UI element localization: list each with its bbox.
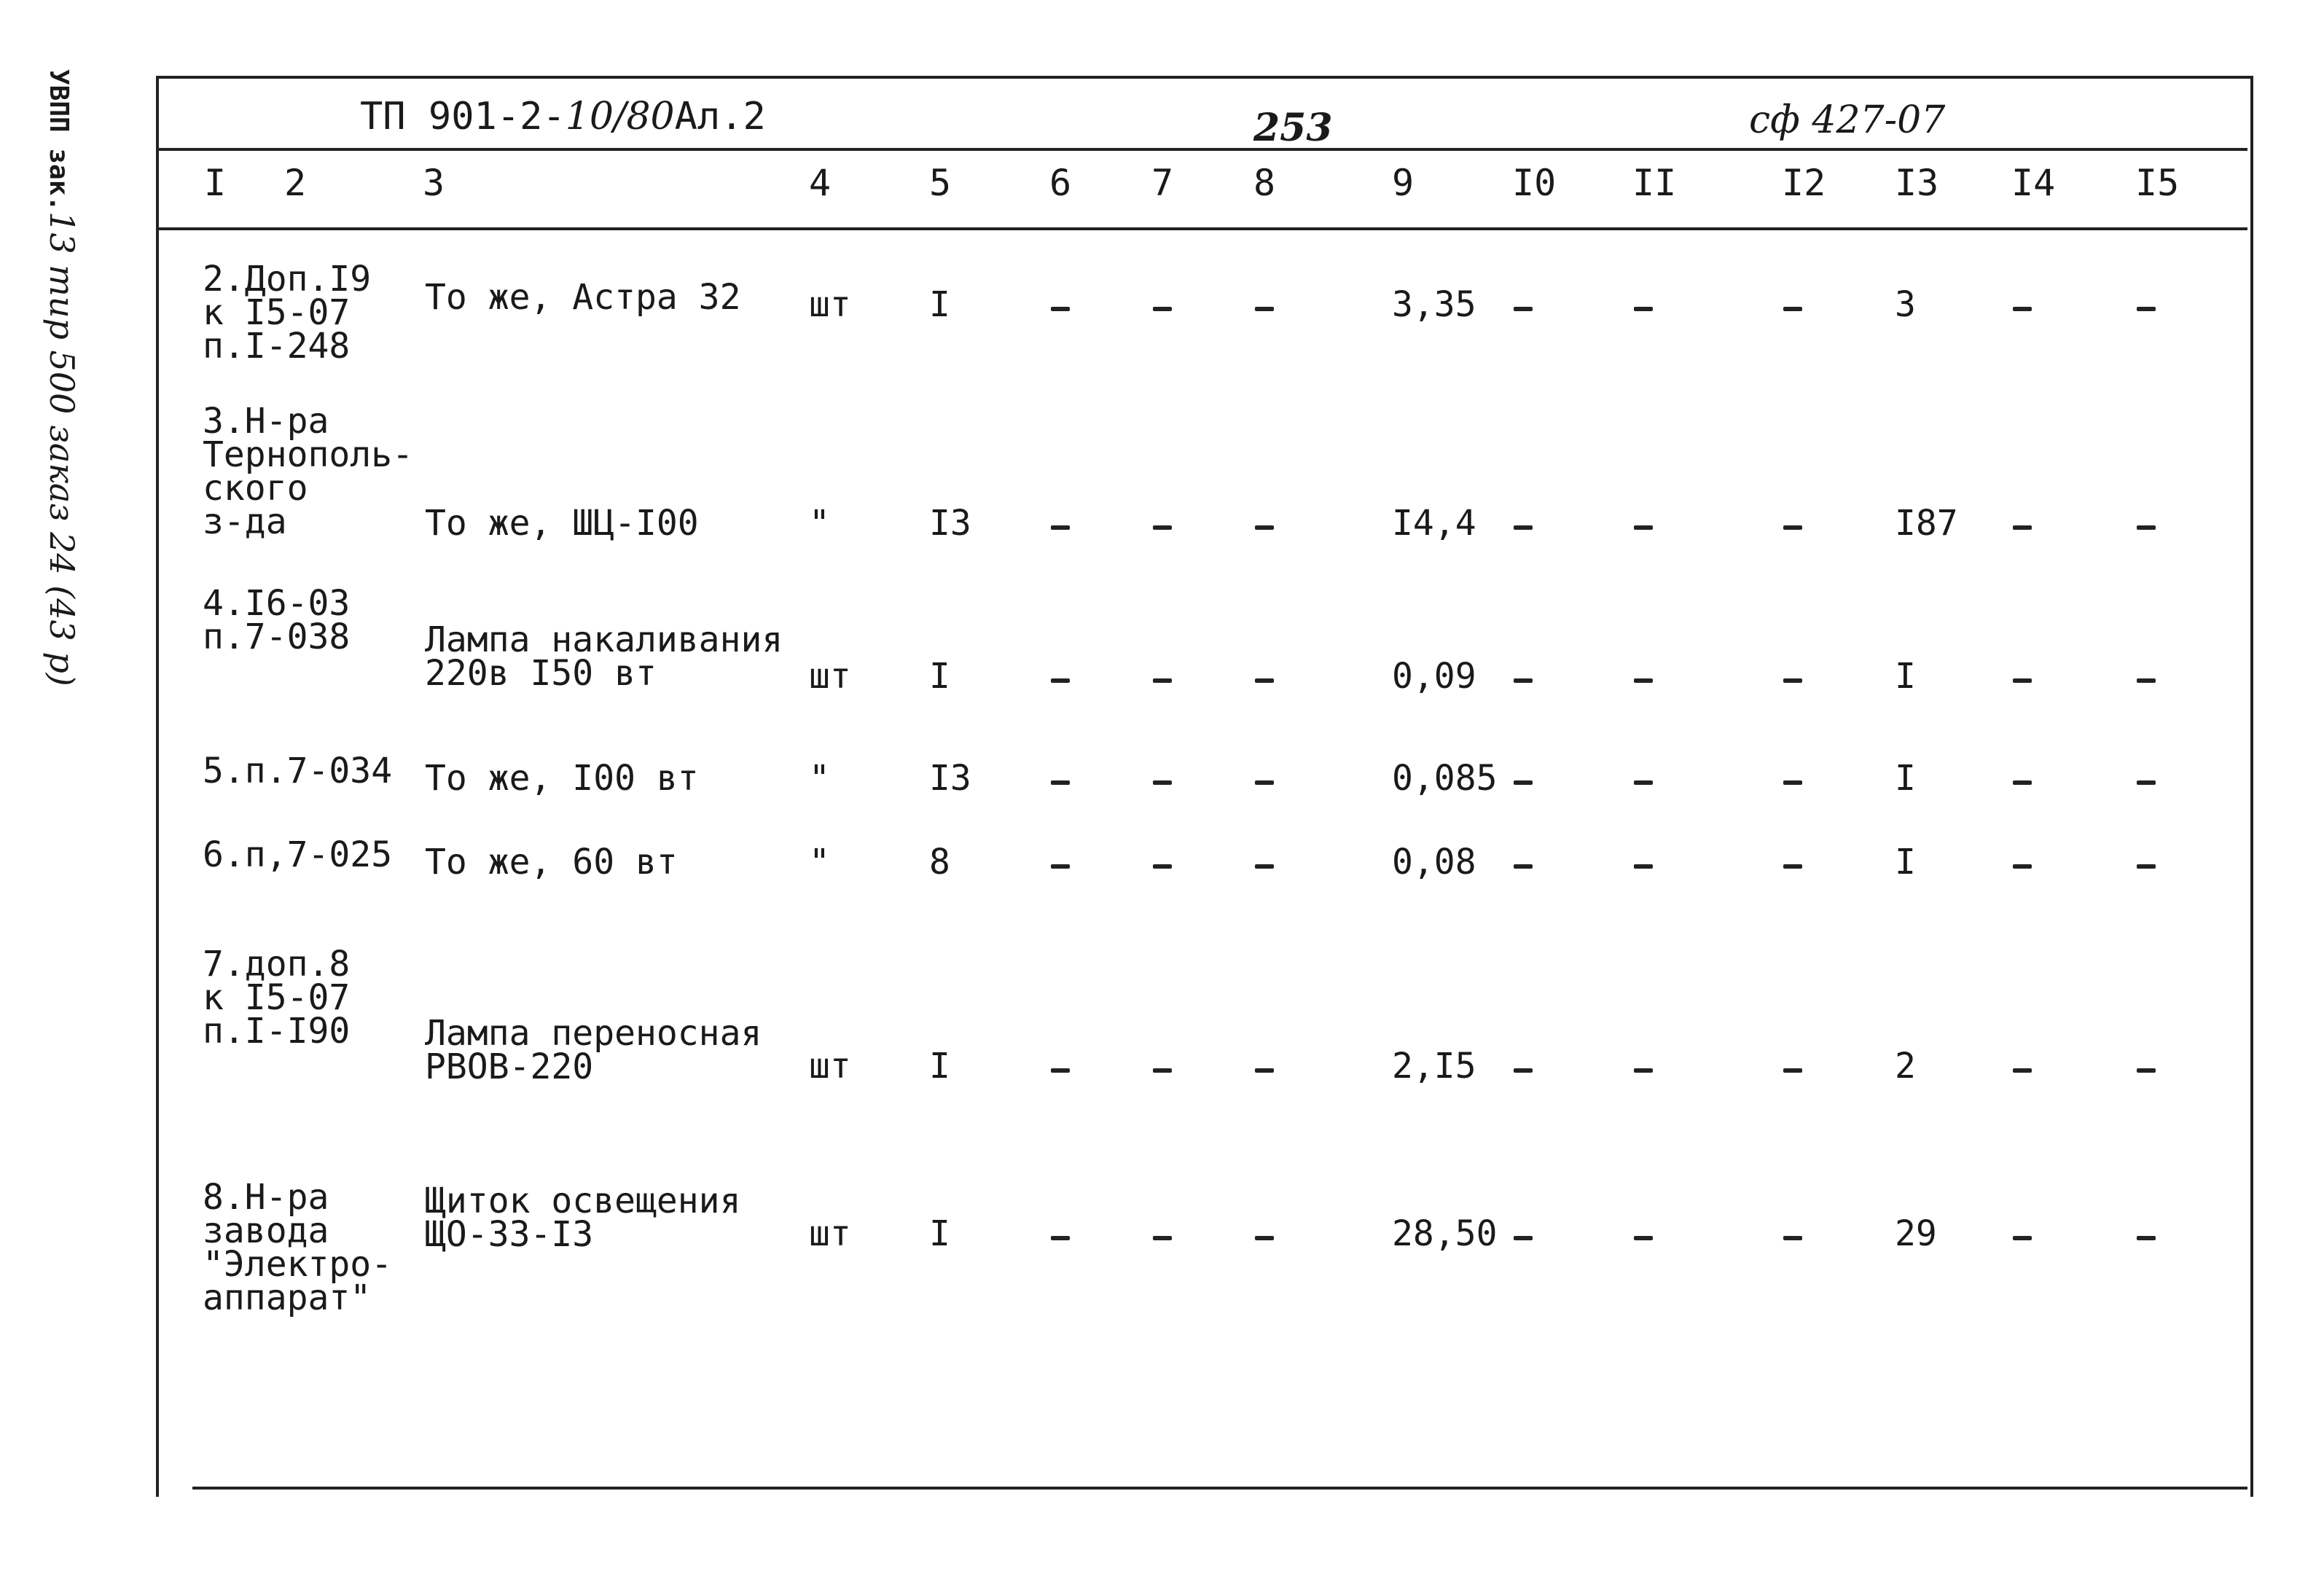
empty-cell-dash <box>1153 678 1172 683</box>
row-col13: I <box>1895 758 1916 799</box>
margin-note <box>42 69 146 686</box>
empty-cell-dash <box>1153 1068 1172 1073</box>
empty-cell-dash <box>2013 307 2032 311</box>
row-qty: I3 <box>929 758 971 799</box>
doc-suffix: Ал.2 <box>674 95 766 138</box>
column-number-10: I0 <box>1512 162 1557 204</box>
row-name: То же, 60 вт <box>425 842 678 882</box>
empty-cell-dash <box>2137 307 2156 311</box>
column-number-1: I <box>204 162 227 204</box>
row-code: 6.п,7-025 <box>203 834 393 875</box>
column-number-14: I4 <box>2011 162 2056 204</box>
empty-cell-dash <box>2013 1236 2032 1240</box>
row-unit: шт <box>809 1213 851 1254</box>
empty-cell-dash <box>1514 864 1533 869</box>
empty-cell-dash <box>2013 780 2032 785</box>
empty-cell-dash <box>2137 1236 2156 1240</box>
row-unit: шт <box>809 1046 851 1087</box>
empty-cell-dash <box>1255 1236 1274 1240</box>
empty-cell-dash <box>1255 678 1274 683</box>
bottom-rule <box>192 1487 2247 1490</box>
empty-cell-dash <box>1634 307 1653 311</box>
row-qty: I <box>929 656 950 697</box>
empty-cell-dash <box>1634 864 1653 869</box>
column-number-2: 2 <box>284 162 307 204</box>
row-code: 7.доп.8 к I5-07 п.I-I90 <box>203 944 351 1052</box>
empty-cell-dash <box>1514 780 1533 785</box>
empty-cell-dash <box>1514 1068 1533 1073</box>
empty-cell-dash <box>1153 864 1172 869</box>
empty-cell-dash <box>1051 307 1070 311</box>
column-number-6: 6 <box>1049 162 1072 204</box>
row-unit: " <box>809 758 830 799</box>
empty-cell-dash <box>1153 1236 1172 1240</box>
row-name: То же, Астра 32 <box>425 277 741 318</box>
empty-cell-dash <box>1514 307 1533 311</box>
empty-cell-dash <box>2137 864 2156 869</box>
column-number-11: II <box>1632 162 1677 204</box>
header-rule <box>156 148 2247 151</box>
empty-cell-dash <box>1255 864 1274 869</box>
row-qty: I <box>929 284 950 325</box>
row-col9: 28,50 <box>1392 1213 1498 1254</box>
row-name: Лампа переносная РВОВ-220 <box>425 1013 762 1087</box>
column-number-13: I3 <box>1895 162 1939 204</box>
empty-cell-dash <box>2013 864 2032 869</box>
empty-cell-dash <box>1634 1068 1653 1073</box>
doc-prefix: ТП 901-2- <box>360 95 566 138</box>
column-number-3: 3 <box>423 162 445 204</box>
row-code: 4.I6-03 п.7-038 <box>203 583 351 657</box>
column-header-rule <box>156 227 2247 230</box>
column-number-8: 8 <box>1253 162 1276 204</box>
empty-cell-dash <box>2137 525 2156 530</box>
empty-cell-dash <box>1514 678 1533 683</box>
doc-code <box>360 95 766 138</box>
row-col9: 0,085 <box>1392 758 1498 799</box>
row-name: Щиток освещения ЩО-33-I3 <box>425 1181 741 1255</box>
row-col13: 29 <box>1895 1213 1937 1254</box>
row-code: 2.Доп.I9 к I5-07 п.I-248 <box>203 259 372 367</box>
empty-cell-dash <box>2013 678 2032 683</box>
empty-cell-dash <box>2137 1068 2156 1073</box>
row-qty: 8 <box>929 842 950 882</box>
reference-number: сф 427-07 <box>1749 98 1946 142</box>
column-number-9: 9 <box>1392 162 1415 204</box>
row-col13: I <box>1895 842 1916 882</box>
margin-note-handwritten: 13 тир 500 заказ 24 (43 р) <box>42 211 82 686</box>
doc-series: 10/80 <box>565 95 675 138</box>
row-name: Лампа накаливания 220в I50 вт <box>425 619 783 694</box>
empty-cell-dash <box>1153 307 1172 311</box>
page-number: 253 <box>1253 106 1333 150</box>
row-code: 5.п.7-034 <box>203 751 393 791</box>
row-name: То же, I00 вт <box>425 758 699 799</box>
row-col9: 0,08 <box>1392 842 1476 882</box>
row-unit: шт <box>809 284 851 325</box>
empty-cell-dash <box>1153 525 1172 530</box>
empty-cell-dash <box>1051 1068 1070 1073</box>
empty-cell-dash <box>1783 1068 1802 1073</box>
row-col9: 0,09 <box>1392 656 1476 697</box>
row-col9: I4,4 <box>1392 503 1476 544</box>
empty-cell-dash <box>1634 780 1653 785</box>
row-col9: 3,35 <box>1392 284 1476 325</box>
empty-cell-dash <box>1783 1236 1802 1240</box>
row-unit: " <box>809 842 830 882</box>
empty-cell-dash <box>1255 780 1274 785</box>
row-col9: 2,I5 <box>1392 1046 1476 1087</box>
empty-cell-dash <box>1514 525 1533 530</box>
row-col13: 2 <box>1895 1046 1916 1087</box>
empty-cell-dash <box>1153 780 1172 785</box>
margin-note-printed: УВПП зак. <box>44 69 74 212</box>
empty-cell-dash <box>1783 864 1802 869</box>
column-number-5: 5 <box>929 162 952 204</box>
empty-cell-dash <box>1255 525 1274 530</box>
empty-cell-dash <box>2013 525 2032 530</box>
empty-cell-dash <box>1634 678 1653 683</box>
empty-cell-dash <box>1051 780 1070 785</box>
empty-cell-dash <box>2137 678 2156 683</box>
empty-cell-dash <box>2013 1068 2032 1073</box>
column-number-7: 7 <box>1151 162 1174 204</box>
row-qty: I <box>929 1213 950 1254</box>
empty-cell-dash <box>2137 780 2156 785</box>
empty-cell-dash <box>1051 1236 1070 1240</box>
row-code: 8.Н-ра завода "Электро- аппарат" <box>203 1177 393 1318</box>
empty-cell-dash <box>1783 307 1802 311</box>
empty-cell-dash <box>1255 1068 1274 1073</box>
row-code: 3.Н-ра Тернополь- ского з-да <box>203 401 413 542</box>
empty-cell-dash <box>1634 525 1653 530</box>
row-qty: I3 <box>929 503 971 544</box>
column-number-15: I5 <box>2135 162 2180 204</box>
empty-cell-dash <box>1783 780 1802 785</box>
row-col13: I <box>1895 656 1916 697</box>
row-unit: " <box>809 503 830 544</box>
row-unit: шт <box>809 656 851 697</box>
empty-cell-dash <box>1783 525 1802 530</box>
empty-cell-dash <box>1051 525 1070 530</box>
empty-cell-dash <box>1634 1236 1653 1240</box>
empty-cell-dash <box>1051 864 1070 869</box>
empty-cell-dash <box>1783 678 1802 683</box>
empty-cell-dash <box>1514 1236 1533 1240</box>
row-name: То же, ШЦ-I00 <box>425 503 699 544</box>
row-col13: I87 <box>1895 503 1958 544</box>
empty-cell-dash <box>1255 307 1274 311</box>
row-qty: I <box>929 1046 950 1087</box>
empty-cell-dash <box>1051 678 1070 683</box>
column-number-12: I2 <box>1782 162 1826 204</box>
column-number-4: 4 <box>809 162 832 204</box>
row-col13: 3 <box>1895 284 1916 325</box>
